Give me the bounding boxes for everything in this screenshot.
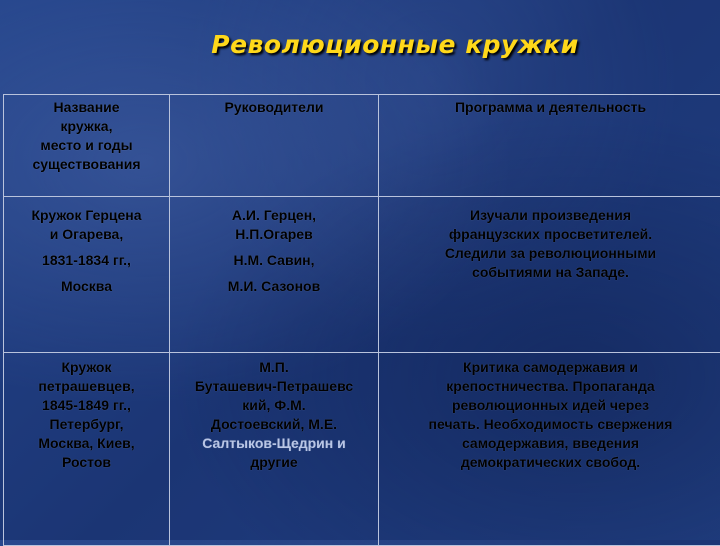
cell-text-line: Москва, Киев,	[9, 434, 164, 453]
cell-text-line: Н.М. Савин,	[175, 251, 373, 270]
cell-text-line: Москва	[9, 277, 164, 296]
cell-text-line: М.И. Сазонов	[175, 277, 373, 296]
cell-text-line: петрашевцев,	[9, 377, 164, 396]
cell-text-line: 1845-1849 гг.,	[9, 396, 164, 415]
header-text-line: существования	[9, 155, 164, 174]
cell-text-line: Кружок	[9, 358, 164, 377]
cell-text-line: Салтыков-Щедрин и	[175, 434, 373, 453]
table-row	[4, 353, 720, 546]
header-text-line: Руководители	[175, 98, 373, 117]
cell-circle-name	[4, 353, 170, 546]
cell-text-line: Достоевский, М.Е.	[175, 415, 373, 434]
cell-text-line: крепостничества. Пропаганда	[384, 377, 717, 396]
cell-text-line: М.П.	[175, 358, 373, 377]
cell-text-line: самодержавия, введения	[384, 434, 717, 453]
cell-circle-name	[4, 197, 170, 353]
header-program	[379, 95, 720, 197]
header-name-place-years	[4, 95, 170, 197]
cell-leaders	[170, 197, 379, 353]
cell-leaders	[170, 353, 379, 546]
cell-program	[379, 197, 720, 353]
cell-text-line: демократических свобод.	[384, 453, 717, 472]
cell-text-line: Изучали произведения	[384, 206, 717, 225]
slide-title: Революционные кружки	[0, 30, 720, 59]
header-text-line: кружка,	[9, 117, 164, 136]
cell-text-line: Н.П.Огарев	[175, 225, 373, 244]
cell-text-line: революционных идей через	[384, 396, 717, 415]
table-header-row	[4, 95, 720, 197]
cell-text-line: французских просветителей.	[384, 225, 717, 244]
cell-text-line: печать. Необходимость свержения	[384, 415, 717, 434]
cell-text-line: Критика самодержавия и	[384, 358, 717, 377]
cell-text-line: Ростов	[9, 453, 164, 472]
cell-text-line: Следили за революционными	[384, 244, 717, 263]
cell-text-line: Кружок Герцена	[9, 206, 164, 225]
cell-text-line: А.И. Герцен,	[175, 206, 373, 225]
cell-text-line: событиями на Западе.	[384, 263, 717, 282]
cell-text-line: другие	[175, 453, 373, 472]
cell-text-line: кий, Ф.М.	[175, 396, 373, 415]
header-text-line: место и годы	[9, 136, 164, 155]
header-leaders	[170, 95, 379, 197]
cell-text-line: Буташевич-Петрашевс	[175, 377, 373, 396]
cell-text-line: и Огарева,	[9, 225, 164, 244]
cell-text-line: 1831-1834 гг.,	[9, 251, 164, 270]
header-text-line: Название	[9, 98, 164, 117]
header-text-line: Программа и деятельность	[384, 98, 717, 117]
table-row	[4, 197, 720, 353]
cell-text-line: Петербург,	[9, 415, 164, 434]
cell-program	[379, 353, 720, 546]
circles-table	[3, 94, 720, 546]
